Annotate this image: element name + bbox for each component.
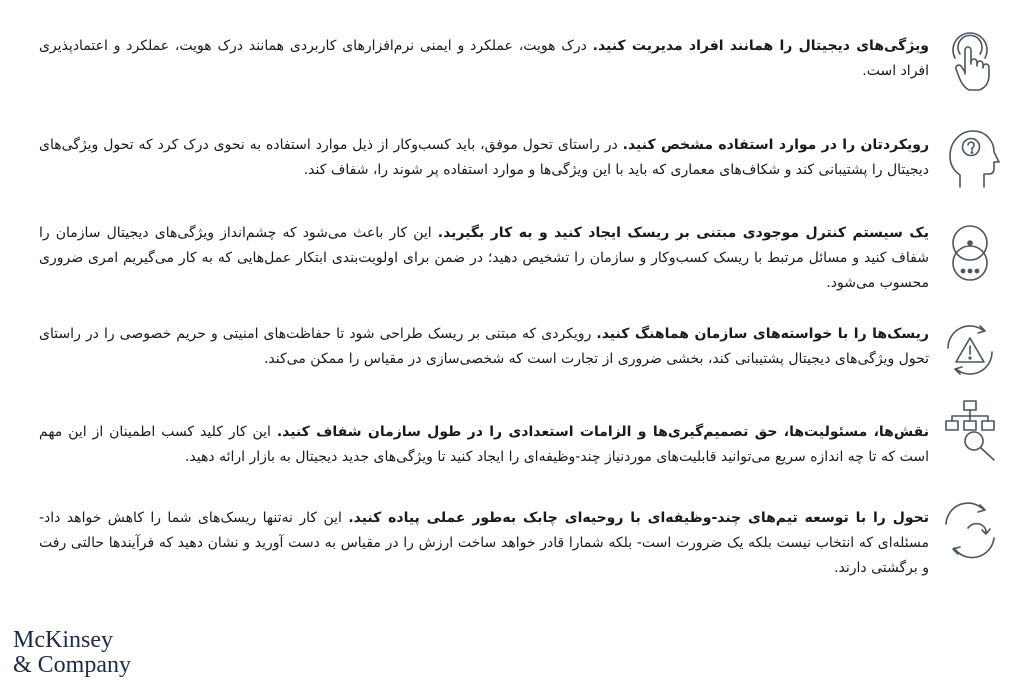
- head-question-icon: [938, 125, 1002, 189]
- item-body: این کار کلید کسب اطمینان از این مهم است که تا چه اندازه سریع می‌توانید قابلیت‌های موردنیاز چند-وظیفه‌ای را ایجاد کنید تا ویژگی‌های جدید دیجیتال به بازار ارائه دهید.: [39, 424, 929, 465]
- item-body: این کار نه‌تنها ریسک‌های شما را کاهش خواهد داد- مسئله‌ای که انتخاب نیست بلکه یک ضرورت است- بلکه شمارا قادر خواهد ساخت ارزش را در مقیاس به دست آورید و نشان دهید که فرآیندها حالتی رفت و برگشتی دارند.: [39, 510, 929, 576]
- warning-cycle-icon: [938, 318, 1002, 382]
- item-heading: تحول را با توسعه تیم‌های چند-وظیفه‌ای با روحیه‌ای چابک به‌طور عملی پیاده کنید.: [348, 510, 929, 526]
- item-text: [39, 322, 929, 372]
- logo-line-2: & Company: [13, 652, 131, 678]
- item-text: [39, 506, 929, 581]
- agile-cycle-icon: [938, 498, 1002, 562]
- org-chart-search-icon: [938, 398, 1002, 462]
- item-body: درک هویت، عملکرد و ایمنی نرم‌افزارهای کاربردی همانند درک هویت، عملکرد و اعتمادپذیری افراد است.: [39, 38, 929, 79]
- item-heading: نقش‌ها، مسئولیت‌ها، حق تصمیم‌گیری‌ها و الزامات استعدادی را در طول سازمان شفاف کنید.: [276, 424, 929, 440]
- mckinsey-logo: [13, 628, 131, 678]
- touch-hand-icon: [938, 30, 1002, 94]
- item-heading: ریسک‌ها را با خواسته‌های سازمان هماهنگ کنید.: [596, 326, 929, 342]
- item-text: [39, 34, 929, 84]
- item-body: رویکردی که مبتنی بر ریسک طراحی شود تا حفاظت‌های امنیتی و حریم خصوصی را در راستای تحول ویژگی‌های دیجیتال پشتیبانی کند، بخشی ضروری از تجارت است که شخصی‌سازی در مقیاس را ممکن می‌کند.: [39, 326, 929, 367]
- item-text: [39, 221, 929, 296]
- item-heading: رویکردتان را در موارد استفاده مشخص کنید.: [622, 137, 929, 153]
- logo-line-1: McKinsey: [13, 627, 113, 653]
- item-heading: ویژگی‌های دیجیتال را همانند افراد مدیریت کنید.: [592, 38, 929, 54]
- item-text: [39, 133, 929, 183]
- item-body: این کار باعث می‌شود که چشم‌انداز ویژگی‌های دیجیتال سازمان را شفاف کنید و مسائل مرتبط با ریسک کسب‌وکار و سازمان را تشخیص دهید؛ در ضمن برای اولویت‌بندی ابتکار عمل‌هایی که به کار می‌گیریم امری ضروری محسوب می‌شود.: [39, 225, 929, 291]
- control-circles-icon: [938, 221, 1002, 285]
- item-heading: یک سیستم کنترل موجودی مبتنی بر ریسک ایجاد کنید و به کار بگیرید.: [437, 225, 929, 241]
- item-text: [39, 420, 929, 470]
- item-body: در راستای تحول موفق، باید کسب‌وکار از ذیل موارد استفاده به نحوی درک کرد که تحول ویژگی‌های دیجیتال را پشتیبانی کند و شکاف‌های معماری که باید با این ویژگی‌ها و موارد استفاده پر شوند را، شفاف کند.: [39, 137, 929, 178]
